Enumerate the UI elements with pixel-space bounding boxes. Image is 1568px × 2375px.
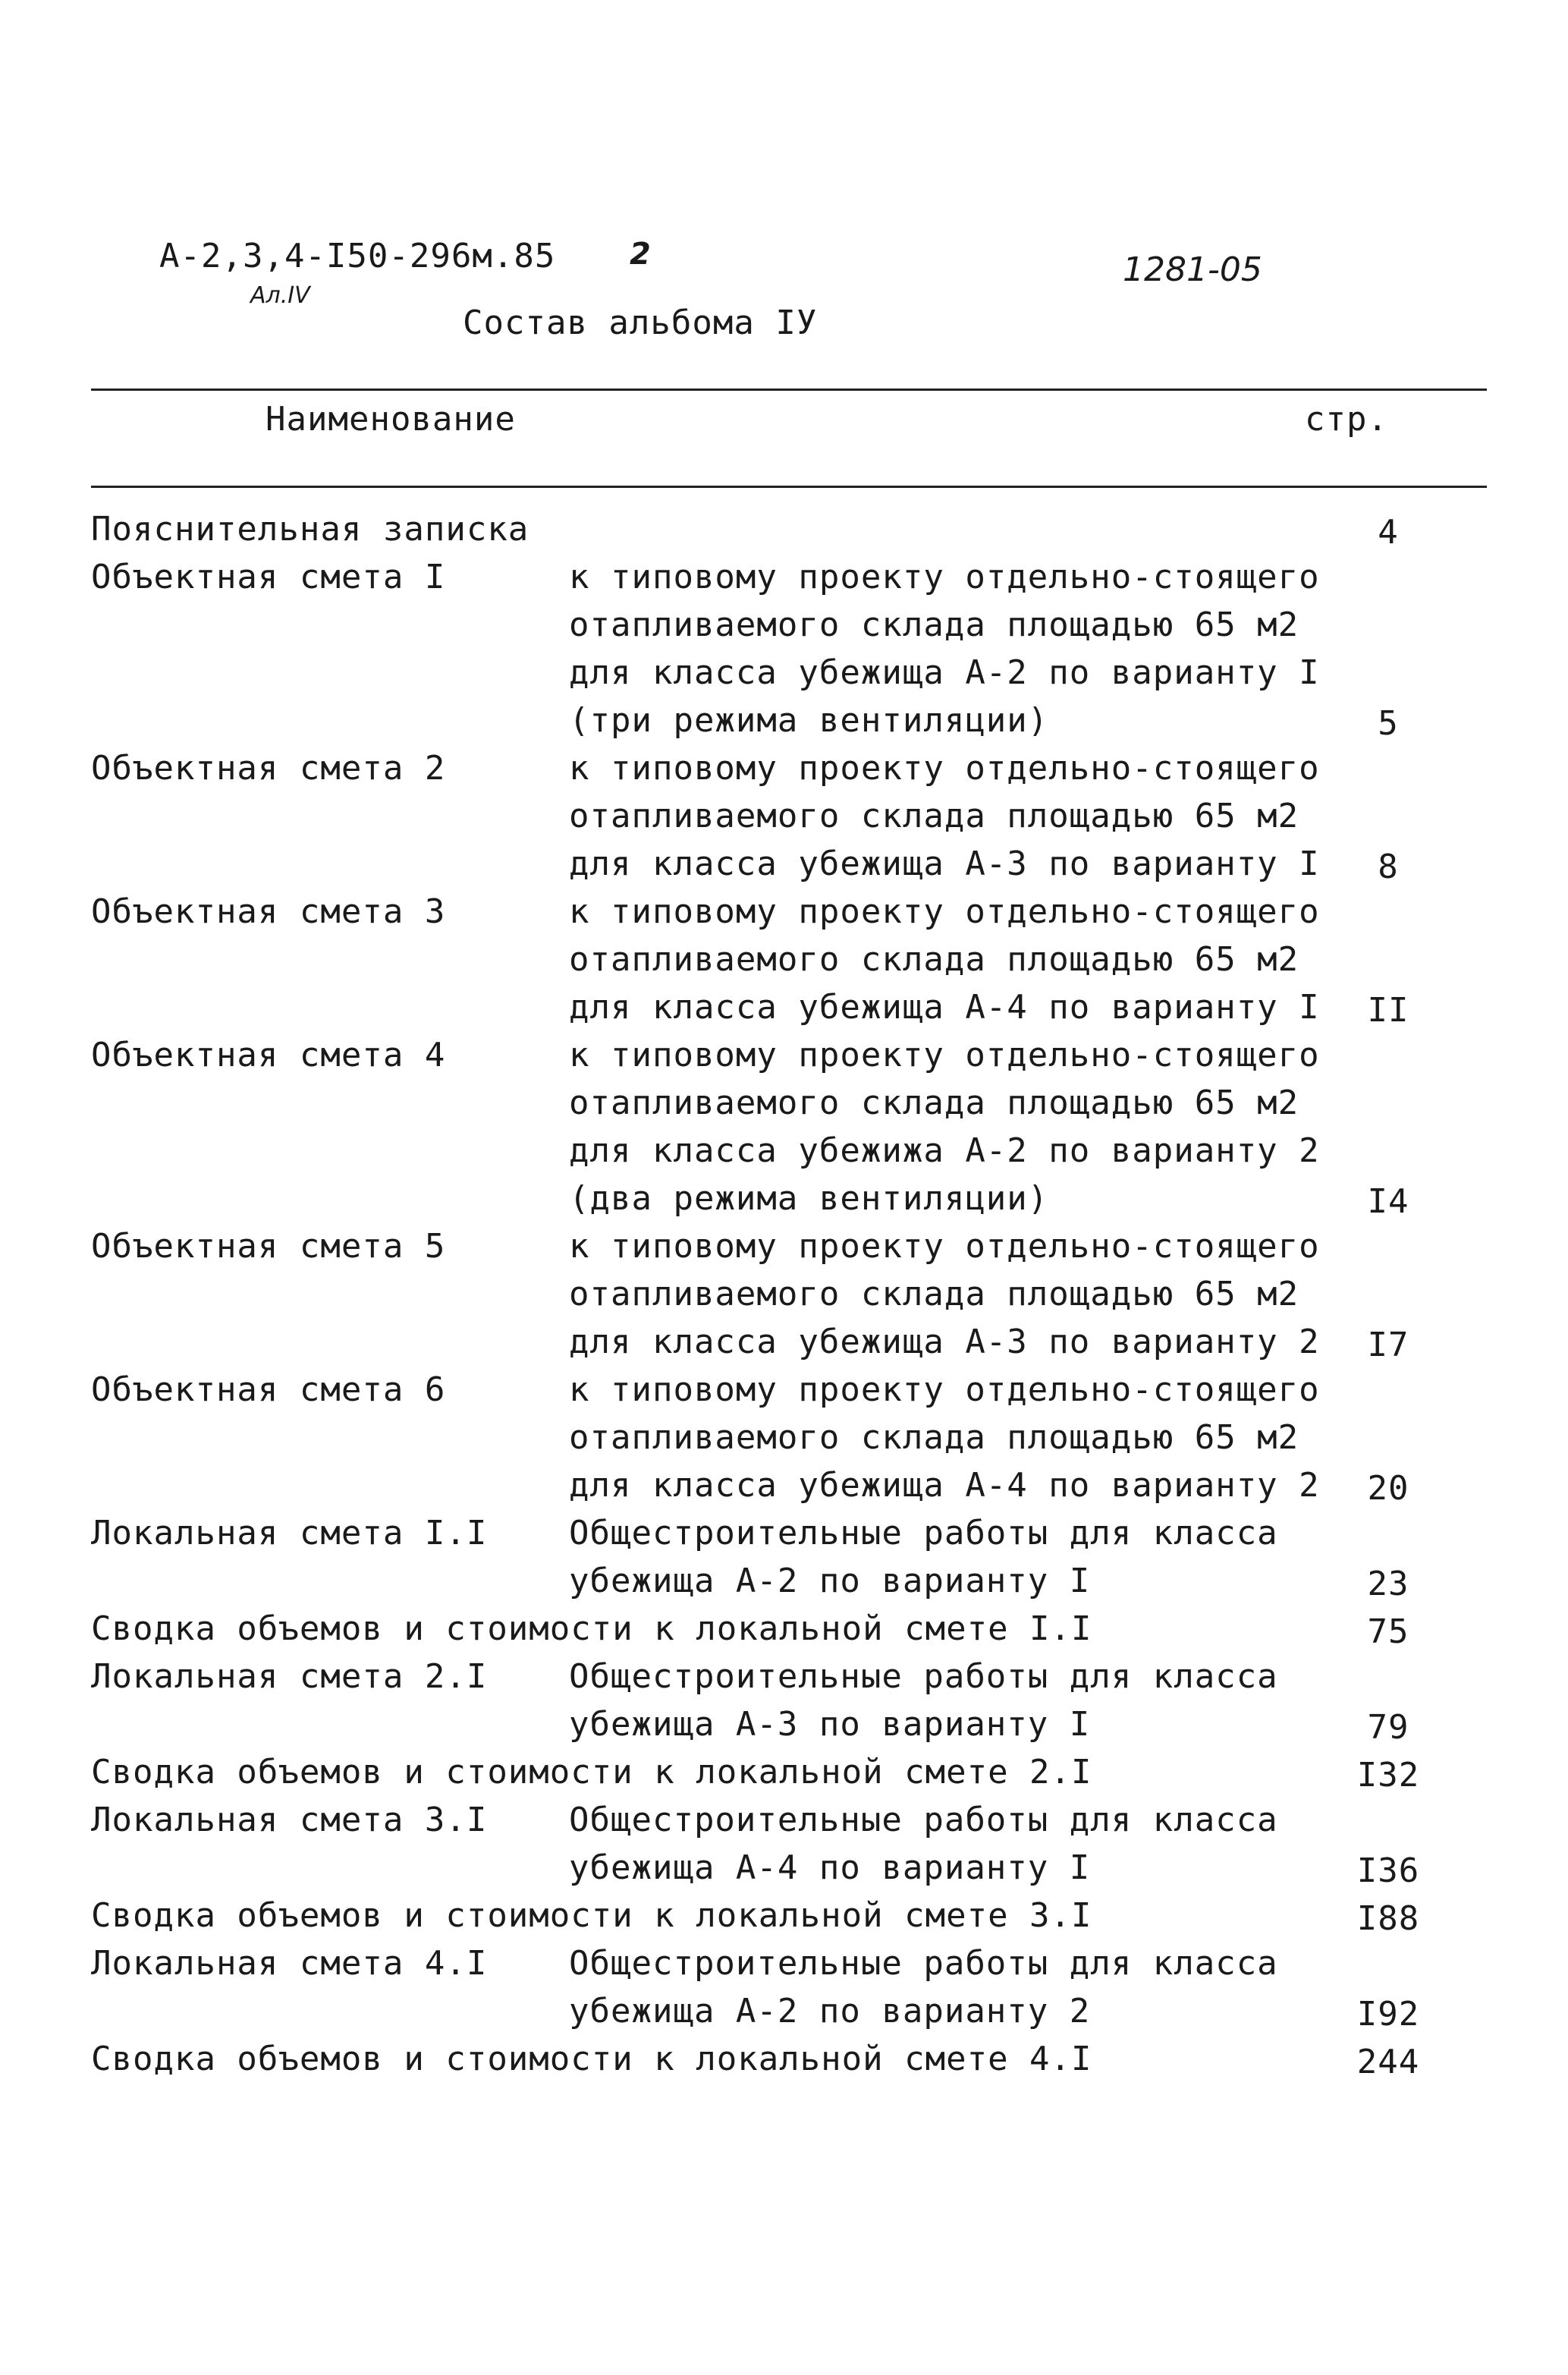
row-description-line: отапливаемого склада площадью 65 м2: [569, 797, 1299, 835]
row-name: Объектная смета 2: [91, 749, 446, 788]
row-description: [569, 892, 1320, 1036]
row-description: [569, 1227, 1320, 1370]
row-name: Сводка объемов и стоимости к локальной смете 2.I: [91, 1753, 1092, 1791]
row-description-line: для класса убежища А-3 по варианту I: [569, 845, 1320, 883]
row-page-number: 75: [1367, 1612, 1409, 1651]
row-description-line: Общестроительные работы для класса: [569, 1944, 1278, 1983]
row-name: Сводка объемов и стоимости к локальной смете 4.I: [91, 2040, 1092, 2078]
row-page-number: 5: [1378, 704, 1399, 743]
table-row: [91, 1801, 1420, 1896]
row-description-line: убежища А-2 по варианту 2: [569, 1992, 1091, 2031]
row-description-line: Общестроительные работы для класса: [569, 1801, 1278, 1839]
top-rule: [91, 388, 1487, 391]
row-description-line: (три режима вентиляции): [569, 701, 1049, 740]
table-row: [91, 892, 1409, 1036]
row-description-line: (два режима вентиляции): [569, 1179, 1049, 1218]
table-row: [91, 1609, 1409, 1657]
album-note: Ал.IV: [250, 282, 310, 309]
row-page-number: I32: [1356, 1756, 1420, 1795]
row-description-line: для класса убежища А-3 по варианту 2: [569, 1323, 1320, 1361]
row-name: Объектная смета 5: [91, 1227, 446, 1266]
row-name: Локальная смета 2.I: [91, 1657, 488, 1696]
row-description: [569, 1801, 1278, 1896]
row-name: Локальная смета I.I: [91, 1514, 488, 1552]
row-page-number: 8: [1378, 848, 1399, 886]
row-page-number: II: [1367, 991, 1409, 1030]
table-row: [91, 1753, 1420, 1801]
table-row: [91, 1944, 1420, 2040]
row-description-line: отапливаемого склада площадью 65 м2: [569, 1275, 1299, 1313]
row-description: [569, 1036, 1320, 1227]
row-page-number: I4: [1367, 1182, 1409, 1221]
row-description-line: Общестроительные работы для класса: [569, 1657, 1278, 1696]
row-description: [569, 558, 1320, 749]
row-page-number: 20: [1367, 1469, 1409, 1508]
row-name: Объектная смета I: [91, 558, 446, 596]
row-description: [569, 1657, 1278, 1753]
row-page-number: I36: [1356, 1851, 1420, 1890]
row-description-line: убежища А-4 по варианту I: [569, 1848, 1091, 1887]
table-row: [91, 1036, 1409, 1227]
sheet-number: 2: [630, 237, 651, 272]
row-page-number: 4: [1378, 513, 1399, 552]
row-page-number: 79: [1367, 1708, 1409, 1747]
table-row: [91, 749, 1399, 892]
row-description-line: к типовому проекту отдельно-стоящего: [569, 558, 1320, 596]
row-name: Локальная смета 3.I: [91, 1801, 488, 1839]
row-name: Объектная смета 4: [91, 1036, 446, 1074]
table-row: [91, 2040, 1420, 2087]
row-description: [569, 1944, 1278, 2040]
table-row: [91, 510, 1399, 558]
row-description-line: отапливаемого склада площадью 65 м2: [569, 1418, 1299, 1457]
row-description-line: для класса убежища А-4 по варианту I: [569, 988, 1320, 1027]
row-description-line: для класса убежища А-4 по варианту 2: [569, 1466, 1320, 1505]
row-page-number: 244: [1356, 2043, 1420, 2081]
row-description-line: к типовому проекту отдельно-стоящего: [569, 1370, 1320, 1409]
row-description-line: отапливаемого склада площадью 65 м2: [569, 606, 1299, 644]
row-name: Сводка объемов и стоимости к локальной смете 3.I: [91, 1896, 1092, 1935]
row-name: Объектная смета 6: [91, 1370, 446, 1409]
row-page-number: I88: [1356, 1899, 1420, 1938]
row-description-line: к типовому проекту отдельно-стоящего: [569, 892, 1320, 931]
row-description-line: отапливаемого склада площадью 65 м2: [569, 1084, 1299, 1122]
row-description-line: убежища А-3 по варианту I: [569, 1705, 1091, 1744]
row-description-line: для класса убежижа А-2 по варианту 2: [569, 1131, 1320, 1170]
table-row: [91, 1896, 1420, 1944]
row-description: [569, 1370, 1320, 1514]
row-name: Сводка объемов и стоимости к локальной смете I.I: [91, 1609, 1092, 1648]
row-description-line: убежища А-2 по варианту I: [569, 1562, 1091, 1600]
table-row: [91, 1657, 1409, 1753]
row-description-line: к типовому проекту отдельно-стоящего: [569, 1227, 1320, 1266]
row-description: [569, 749, 1320, 892]
table-row: [91, 1370, 1409, 1514]
table-row: [91, 1514, 1409, 1609]
row-name: Объектная смета 3: [91, 892, 446, 931]
row-description-line: для класса убежища А-2 по варианту I: [569, 653, 1320, 692]
table-row: [91, 1227, 1409, 1370]
row-description-line: Общестроительные работы для класса: [569, 1514, 1278, 1552]
row-description-line: отапливаемого склада площадью 65 м2: [569, 940, 1299, 979]
row-name: Пояснительная записка: [91, 510, 529, 549]
row-description-line: к типовому проекту отдельно-стоящего: [569, 1036, 1320, 1074]
document-code: А-2,3,4-I50-296м.85: [159, 237, 556, 275]
table-row: [91, 558, 1399, 749]
row-page-number: I92: [1356, 1995, 1420, 2034]
column-header-name: Наименование: [266, 400, 516, 439]
row-page-number: 23: [1367, 1565, 1409, 1603]
row-description: [569, 1514, 1278, 1609]
row-description-line: к типовому проекту отдельно-стоящего: [569, 749, 1320, 788]
page-title: Состав альбома IУ: [463, 304, 818, 342]
header-rule: [91, 486, 1487, 488]
column-header-page: стр.: [1305, 400, 1388, 439]
row-page-number: I7: [1367, 1326, 1409, 1364]
row-name: Локальная смета 4.I: [91, 1944, 488, 1983]
archive-number: 1281-05: [1123, 250, 1262, 289]
